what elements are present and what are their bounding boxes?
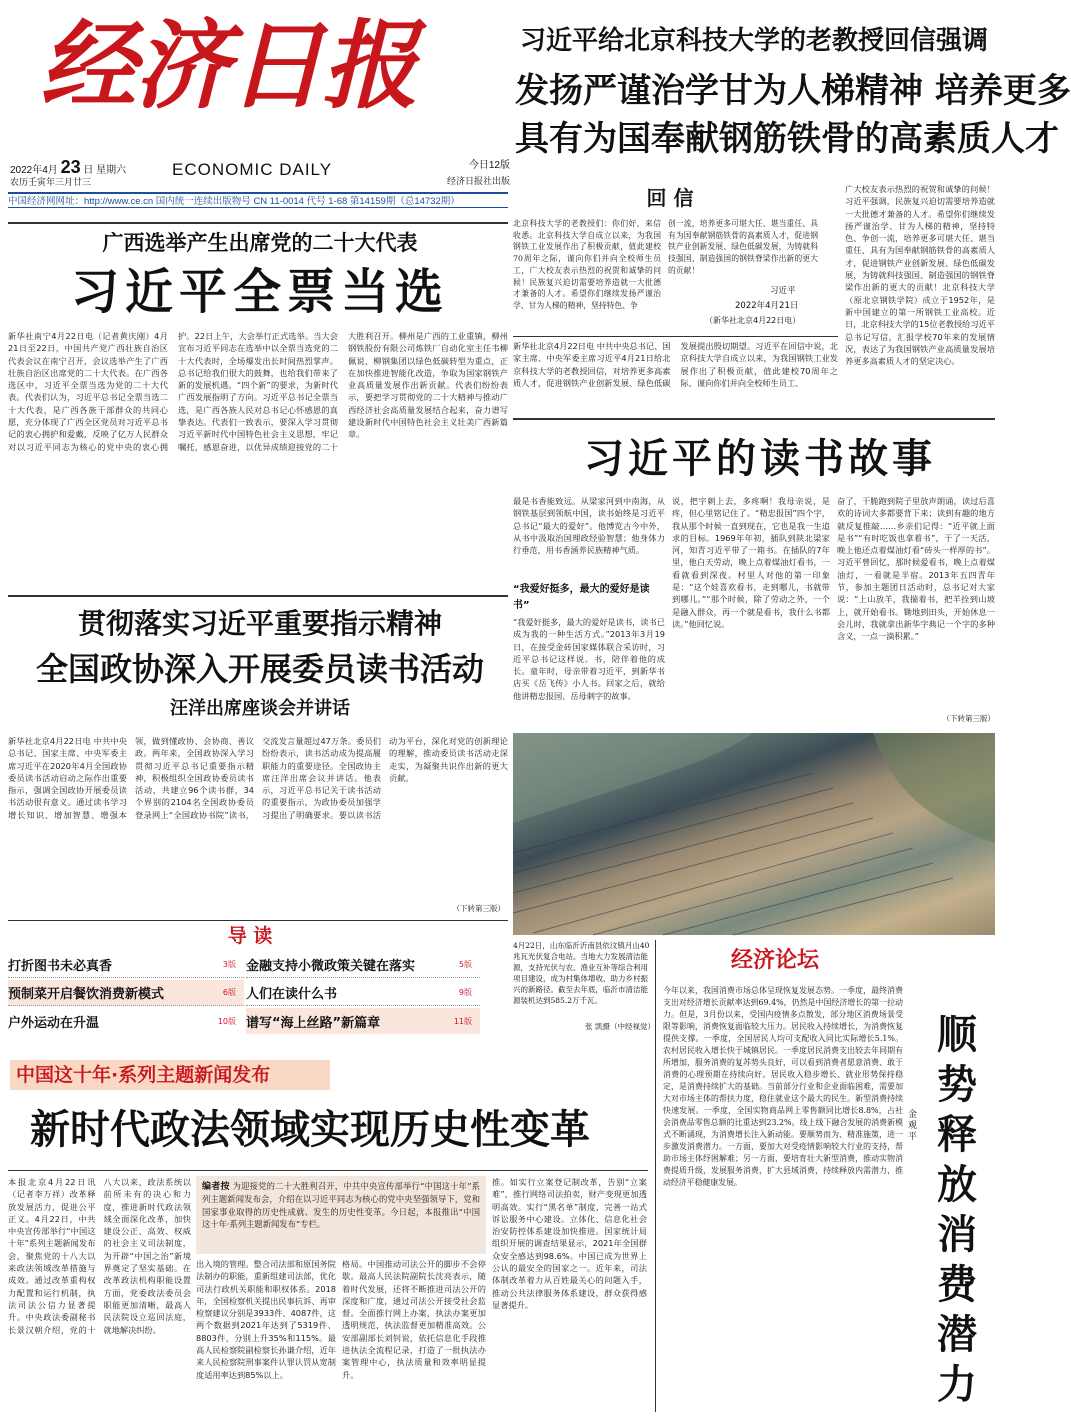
guide-item-label: 人们在读什么书	[246, 987, 338, 1002]
forum-headline-char: 势	[937, 1062, 977, 1108]
reply-divider	[513, 336, 838, 337]
forum-headline-char: 潜	[937, 1312, 977, 1358]
series-col4: 格局。中国推动司法公开的脚步不会停歇。最高人民法院副院长沈亮表示，随着时代发展，还将不断推进司法公开的深度和广度，通过司法公开接受社会监督。全面推行网上办案，执法办案更加透明规范，执法监督更加精准高效。公安部副部长刘钊说，依托信息化手段推进执法全流程记录，打造了一批执法办案管理中心，执法质量和效率明显提升。	[342, 1259, 486, 1380]
zhengxie-subhead: 汪洋出席座谈会并讲话	[170, 698, 350, 719]
masthead-title: 经济日报	[40, 9, 416, 122]
photo-caption: 4月22日，山东临沂沂南县依汶镇月山40兆瓦光伏复合电站。当地大力发展清洁能源，支持光伏与农、渔业互补等综合利用项目建设，成为村集体增收、助力乡村振兴的新路径。截至去年底，临沂市清洁能源装机达到585.2万千瓦。	[513, 941, 650, 1005]
guide-item-label: 打折图书未必真香	[8, 959, 113, 974]
dushu-continued: （下转第三版）	[942, 714, 995, 723]
guide-divider	[8, 920, 508, 921]
reply-signature: 习近平	[770, 286, 796, 296]
reply-heading: 回 信	[646, 186, 694, 210]
guide-item-label: 谱写“海上丝路”新篇章	[246, 1015, 381, 1031]
dushu-divider	[513, 418, 995, 420]
masthead-date	[10, 157, 180, 177]
guide-item-page: 3版	[222, 960, 236, 969]
forum-headline-char: 释	[937, 1112, 977, 1158]
guide-item[interactable]	[246, 980, 480, 1006]
zhengxie-continued: （下转第三版）	[452, 904, 505, 913]
series-col3: 出入境的管理。整合司法部和原国务院法制办的职能，重新组建司法部，优化司法行政机关职能和职权体系。2018年，全国检察机关提出民事抗诉、再审检察建议分别是3933件、4087件，这两个数据到2021年达到了5319件、8803件，分别上升35%和115%。最高人民检察院副检察长孙谦介绍，近年来人民检察院刑事案件认罪认罚从宽制度适用率达到85%以上。	[196, 1259, 336, 1380]
dushu-col1: “我爱好挺多，最大的爱好是读书，读书已成为我的一种生活方式。”2013年3月19日，在接受金砖国家媒体联合采访时，习近平总书记这样说。书，陪伴着他的成长。童年时，母亲带着习近平，到新华书店买《岳飞传》小人书。回家之后，就给他讲精忠报国、岳母刺字的故事。	[513, 617, 665, 701]
date-day: 23	[60, 157, 81, 177]
reply-letter-col2: 创一流，培养更多可堪大任、堪当重任、具有为国奉献钢筋铁骨的高素质人才，促进钢铁产业创新发展、绿色低碳发展，为铸就科技强国、制造强国的钢铁脊梁作出新的更大的贡献！	[668, 219, 818, 275]
forum-text: 今年以来，我国消费市场总体呈现恢复发展态势。一季度，最终消费支出对经济增长贡献率达到69.4%，仍然是中国经济增长的第一拉动力。但是，3月份以来，受国内疫情多点散发，部分地区消费场景受限等影响，消费恢复面临较大压力。居民收入持续增长，为消费恢复提供支撑。一季度，全国居民人均可支配收入同比实际增长5.1%。农村居民收入增长快于城镇居民。一季度居民消费支出较去年同期有所增加，服务消费的复苏势头良好，可以看到消费者愿意消费、敢于消费的心理预期在持续向好。居民收入稳步增长、就业形势保持稳定，是消费持续扩大的基础。当前部分行业和企业面临困难，需要加大对市场主体的帮扶力度，稳住就业这个最大的民生。新型消费持续快速发展。一季度，全国实物商品网上零售额同比增长8.8%，占社会消费品零售总额的比重达到23.2%。线上线下融合发展的消费新模式不断涌现，为消费增长注入新动能。要顺势而为、精准施策，进一步激发消费潜力。一方面，要加大对受疫情影响较大行业的支持，帮助市场主体纾困解难；另一方面，要培育壮大新型消费，推动实物消费提质升级，发展服务消费，扩大县域消费，持续释放内需潜力，推动经济平稳健康发展。	[663, 986, 903, 1187]
guide-item[interactable]	[8, 952, 244, 978]
reply-letter-col1: 北京科技大学的老教授们：你们好，来信收悉。北京科技大学自成立以来，为我国钢铁工业发展作出了积极贡献，值此建校70周年之际，谨向你们并向全校师生员工，广大校友表示热烈的祝贺和诚挚的问候！民族复兴迫切需要培养造就一大批德才兼备的人才。希望你们继续发扬严谨治学、甘为人梯的精神，坚持特色、争	[513, 219, 661, 310]
publisher: 经济日报社出版	[446, 176, 510, 186]
zhengxie-divider	[8, 595, 508, 597]
forum-headline-char: 消	[937, 1212, 977, 1258]
guide-item[interactable]	[8, 980, 244, 1006]
dushu-headline: 习近平的读书故事	[584, 435, 936, 482]
forum-vertical-headline	[932, 1010, 982, 1410]
editor-note-label: 编者按	[202, 1182, 230, 1192]
reply-right-col: 广大校友表示热烈的祝贺和诚挚的问候！习近平强调，民族复兴迫切需要培养造就一大批德才兼备的人才。希望你们继续发扬严谨治学、甘为人梯的精神，坚持特色、争创一流，培养更多可堪大任、堪当重任、具有为国奉献钢筋铁骨的高素质人才，促进钢铁产业创新发展、绿色低碳发展，为铸就科技强国、制造强国的钢铁脊梁作出新的更大的贡献！北京科技大学（原北京钢铁学院）成立于1952年，是新中国建立的第一所钢铁工业高校。近日，北京科技大学的15位老教授给习近平总书记写信，汇报学校70年来的发展情况，表达了为我国钢铁产业高质量发展培养更多高素质人才的坚定决心。	[845, 184, 995, 367]
forum-author: 金观平	[908, 1110, 918, 1142]
date-suffix: 日 星期六	[83, 165, 127, 176]
lunar-date: 农历壬寅年三月廿三	[10, 177, 92, 187]
reply-source: （新华社北京4月22日电）	[705, 316, 801, 325]
editor-note-text: 为迎接党的二十大胜利召开，中共中央宣传部举行“中国这十年”系列主题新闻发布会，介绍在以习近平同志为核心的党中央坚强领导下，党和国家事业取得的历史性成就、发生的历史性变革。今日起，本报推出“中国这十年·系列主题新闻发布”专栏。	[202, 1181, 480, 1230]
guide-item-label: 户外运动在升温	[8, 1015, 100, 1031]
forum-headline-char: 力	[937, 1362, 977, 1408]
series-col5: 推。如实行立案登记制改革，告别“立案难”，推行网络司法拍卖，财产变现更加透明高效。实行“黑名单”制度，完善一站式诉讼服务中心建设。立体化、信息化社会治安防控体系建设加快推进。国家统计局组织开展的调查结果显示，2021年全国群众安全感达到98.6%。中国已成为世界上公认的最安全的国家之一。近年来，司法体制改革着力从百姓最关心的问题入手，推动公共法律服务体系建设，群众获得感显著提升。	[492, 1177, 647, 1310]
guide-item-page: 11版	[453, 1016, 472, 1026]
editor-note-wrap	[202, 1180, 480, 1231]
guangxi-kicker: 广西选举产生出席党的二十大代表	[102, 231, 418, 255]
guide-item[interactable]	[246, 952, 480, 978]
forum-border	[655, 940, 656, 1412]
forum-headline-char: 顺	[937, 1012, 977, 1058]
guide-item-label: 金融支持小微政策关键在落实	[246, 959, 416, 974]
guangxi-text: 新华社南宁4月22日电（记者黄庆刚）4月21日至22日，中国共产党广西壮族自治区代表会议在南宁召开，会议选举产生了广西壮族自治区出席党的二十大代表。在广西各选区中，习近平全票当选为党的二十大代表。代表们认为，习近平总书记全票当选二十大代表，是广西各族干部群众的共同心愿，充分体现了广西全区党员对习近平总书记的衷心拥护和爱戴，反映了亿万人民群众对以习近平同志为核心的党中央的衷心拥护。22日上午，大会举行正式选举。当大会宣布习近平同志在选举中以全票当选党的二十大代表时，全场爆发出长时间热烈掌声。总书记给我们很大的鼓舞，也给我们带来了新的发展机遇。“四个新”的要求，为新时代广西发展指明了方向。习近平总书记全票当选，是广西各族人民对总书记心怀感恩的真挚表达。代表们一致表示，要深入学习贯彻习近平新时代中国特色社会主义思想，牢记嘱托，感恩奋进，以优异成绩迎接党的二十大胜利召开。柳州是广西的工业重镇，柳州钢铁股份有限公司炼铁厂自动化室主任韦柳佩说，柳钢集团以绿色低碳转型为重点，正在加快推进智能化改造，争取为国家钢铁产业高质量发展作出新贡献。代表们纷纷表示，要把学习贯彻党的二十大精神与推动广西经济社会高质量发展结合起来，奋力谱写建设新时代中国特色社会主义壮美广西新篇章。	[8, 331, 508, 452]
date-prefix: 2022年4月	[10, 165, 58, 176]
series-banner: 中国这十年·系列主题新闻发布	[10, 1060, 330, 1090]
reply-news: 新华社北京4月22日电 中共中央总书记、国家主席、中央军委主席习近平4月21日给北京科技大学的老教授回信，对培养更多高素质人才，促进钢铁产业创新发展、绿色低碳发展提出殷切期望。习近平在回信中说，北京科技大学自成立以来，为我国钢铁工业发展作出了积极贡献，值此建校70周年之际，谨向你们并向全校师生员工、	[513, 341, 838, 388]
dushu-col3: 奋了，干脆跑到院子里放声朗诵，读过后喜欢的诗词大多都要背下来；读到有趣的地方就反复推敲……乡亲们记得：“近平就上面是书”“有时吃饭也拿着书”，干了一天活，晚上他还点着煤油灯看“砖头一样厚的书”。习近平曾回忆，那时候爱看书，晚上点着煤油灯，一看就是半宿。2013年五四青年节，参加主题团日活动时，总书记对大家说：“上山放羊，我揣着书，把羊拴到山坡上，就开始看书。锄地到田头，开始休息一会儿时，我就拿出新华字典记一个字的多种含义，一点一滴积累。”	[837, 496, 995, 642]
reply-sign-date: 2022年4月21日	[735, 301, 799, 311]
guide-item[interactable]	[246, 1008, 480, 1034]
guangxi-headline: 习近平全票当选	[70, 264, 449, 320]
dushu-intro: 最是书香能致远。从梁家河到中南海，从钢铁基层到领航中国，读书始终是习近平总书记“最大的爱好”。他博览古今中外，从书中汲取治国理政经验智慧；他身体力行垂范，用书香涵养民族精神气质。	[513, 496, 665, 556]
lead-line2: 发扬严谨治学甘为人梯精神 培养更多	[515, 71, 1071, 111]
zhengxie-kicker: 贯彻落实习近平重要指示精神	[77, 607, 442, 640]
photo-illustration	[513, 733, 995, 935]
forum-title: 经济论坛	[730, 948, 819, 973]
page-count: 今日12版	[468, 160, 510, 171]
guide-title: 导 读	[227, 925, 273, 947]
zhengxie-text: 新华社北京4月22日电 中共中央总书记、国家主席、中央军委主席习近平在2020年4月全国政协委员读书活动启动之际作出重要指示，强调全国政协开展委员读书活动很有意义。通过读书学习增长知识、增加智慧、增强本领，做到懂政协、会协商、善议政。两年来，全国政协深入学习贯彻习近平总书记重要指示精神，积极组织全国政协委员读书活动，共建立96个读书群，34个界别的2104名全国政协委员登录网上“全国政协书院”读书，交流发言量超过47万条。委员们纷纷表示，读书活动成为提高履职能力的重要途径。全国政协主席汪洋出席会议并讲话。他表示，习近平总书记关于读书活动的重要指示，为政协委员加强学习提出了明确要求。要以读书活动为平台，深化对党的创新理论的理解，推动委员读书活动走深走实，为凝聚共识作出新的更大贡献。	[8, 736, 508, 820]
zhengxie-headline: 全国政协深入开展委员读书活动	[35, 650, 484, 688]
forum-headline-char: 费	[937, 1262, 977, 1308]
guide-item-page: 9版	[458, 988, 472, 997]
series-col1: 本报北京4月22日讯（记者李万祥）改革释放发展活力，促进公平正义。4月22日，中共中央宣传部举行“中国这十年”系列主题新闻发布会，聚焦党的十八大以来政法领域改革措施与成效。通过改革重构权力配置和运行机制，执法司法公信力显著提升。中央政法委副秘书长景汉朝介绍，党的十八大以来，政法系统以前所未有的决心和力度，推进新时代政法领域全面深化改革，加快建设公正、高效、权威的社会主义司法制度，为开辟“中国之治”新境界奠定了坚实基础。在改革政法机构职能设置方面，党委政法委员会职能更加清晰，最高人民法院设立巡回法庭，就地解决纠纷。	[8, 1177, 191, 1335]
guide-item-label: 预制菜开启餐饮消费新模式	[8, 987, 165, 1002]
forum-headline-char: 放	[937, 1162, 977, 1208]
series-divider	[8, 1170, 648, 1171]
editor-note-box	[196, 1176, 486, 1254]
guide-item-page: 10版	[217, 1016, 236, 1026]
lead-line3: 具有为国奉献钢筋铁骨的高素质人才	[515, 119, 1059, 159]
lead-line1: 习近平给北京科技大学的老教授回信强调	[520, 26, 989, 56]
guide-item-page: 5版	[458, 960, 472, 969]
info-bar: 中国经济网网址：http://www.ce.cn 国内统一连续出版物号 CN 11-0014 代号 1-68 第14159期（总14732期）	[8, 192, 508, 208]
series-headline: 新时代政法领域实现历史性变革	[30, 1106, 590, 1153]
guide-item-page: 6版	[222, 988, 236, 997]
photo-credit: 张 凯摄（中经视觉）	[585, 1022, 655, 1031]
guide-item[interactable]	[8, 1008, 244, 1034]
masthead-english: ECONOMIC DAILY	[172, 160, 333, 179]
dushu-subhead: “我爱好挺多，最大的爱好是读书”	[513, 584, 650, 611]
top-divider	[8, 222, 508, 224]
solar-farm-photo	[513, 733, 995, 935]
dushu-col2: 说，把字刺上去，多疼啊！我母亲说，是疼，但心里铭记住了。“精忠报国”四个字，我从那个时候一直到现在，它也是我一生追求的目标。1969年年初，插队到陕北梁家河，知青习近平带了一箱书。在插队的7年里，他白天劳动，晚上点着煤油灯看书，一看就看到深夜。村里人对他的第一印象是：“这个娃喜欢看书，走到哪儿，书就带到哪儿。”“那个时候，除了劳动之外，一个是融入群众，再一个就是看书，我什么书都读。”他回忆说。	[672, 496, 830, 629]
